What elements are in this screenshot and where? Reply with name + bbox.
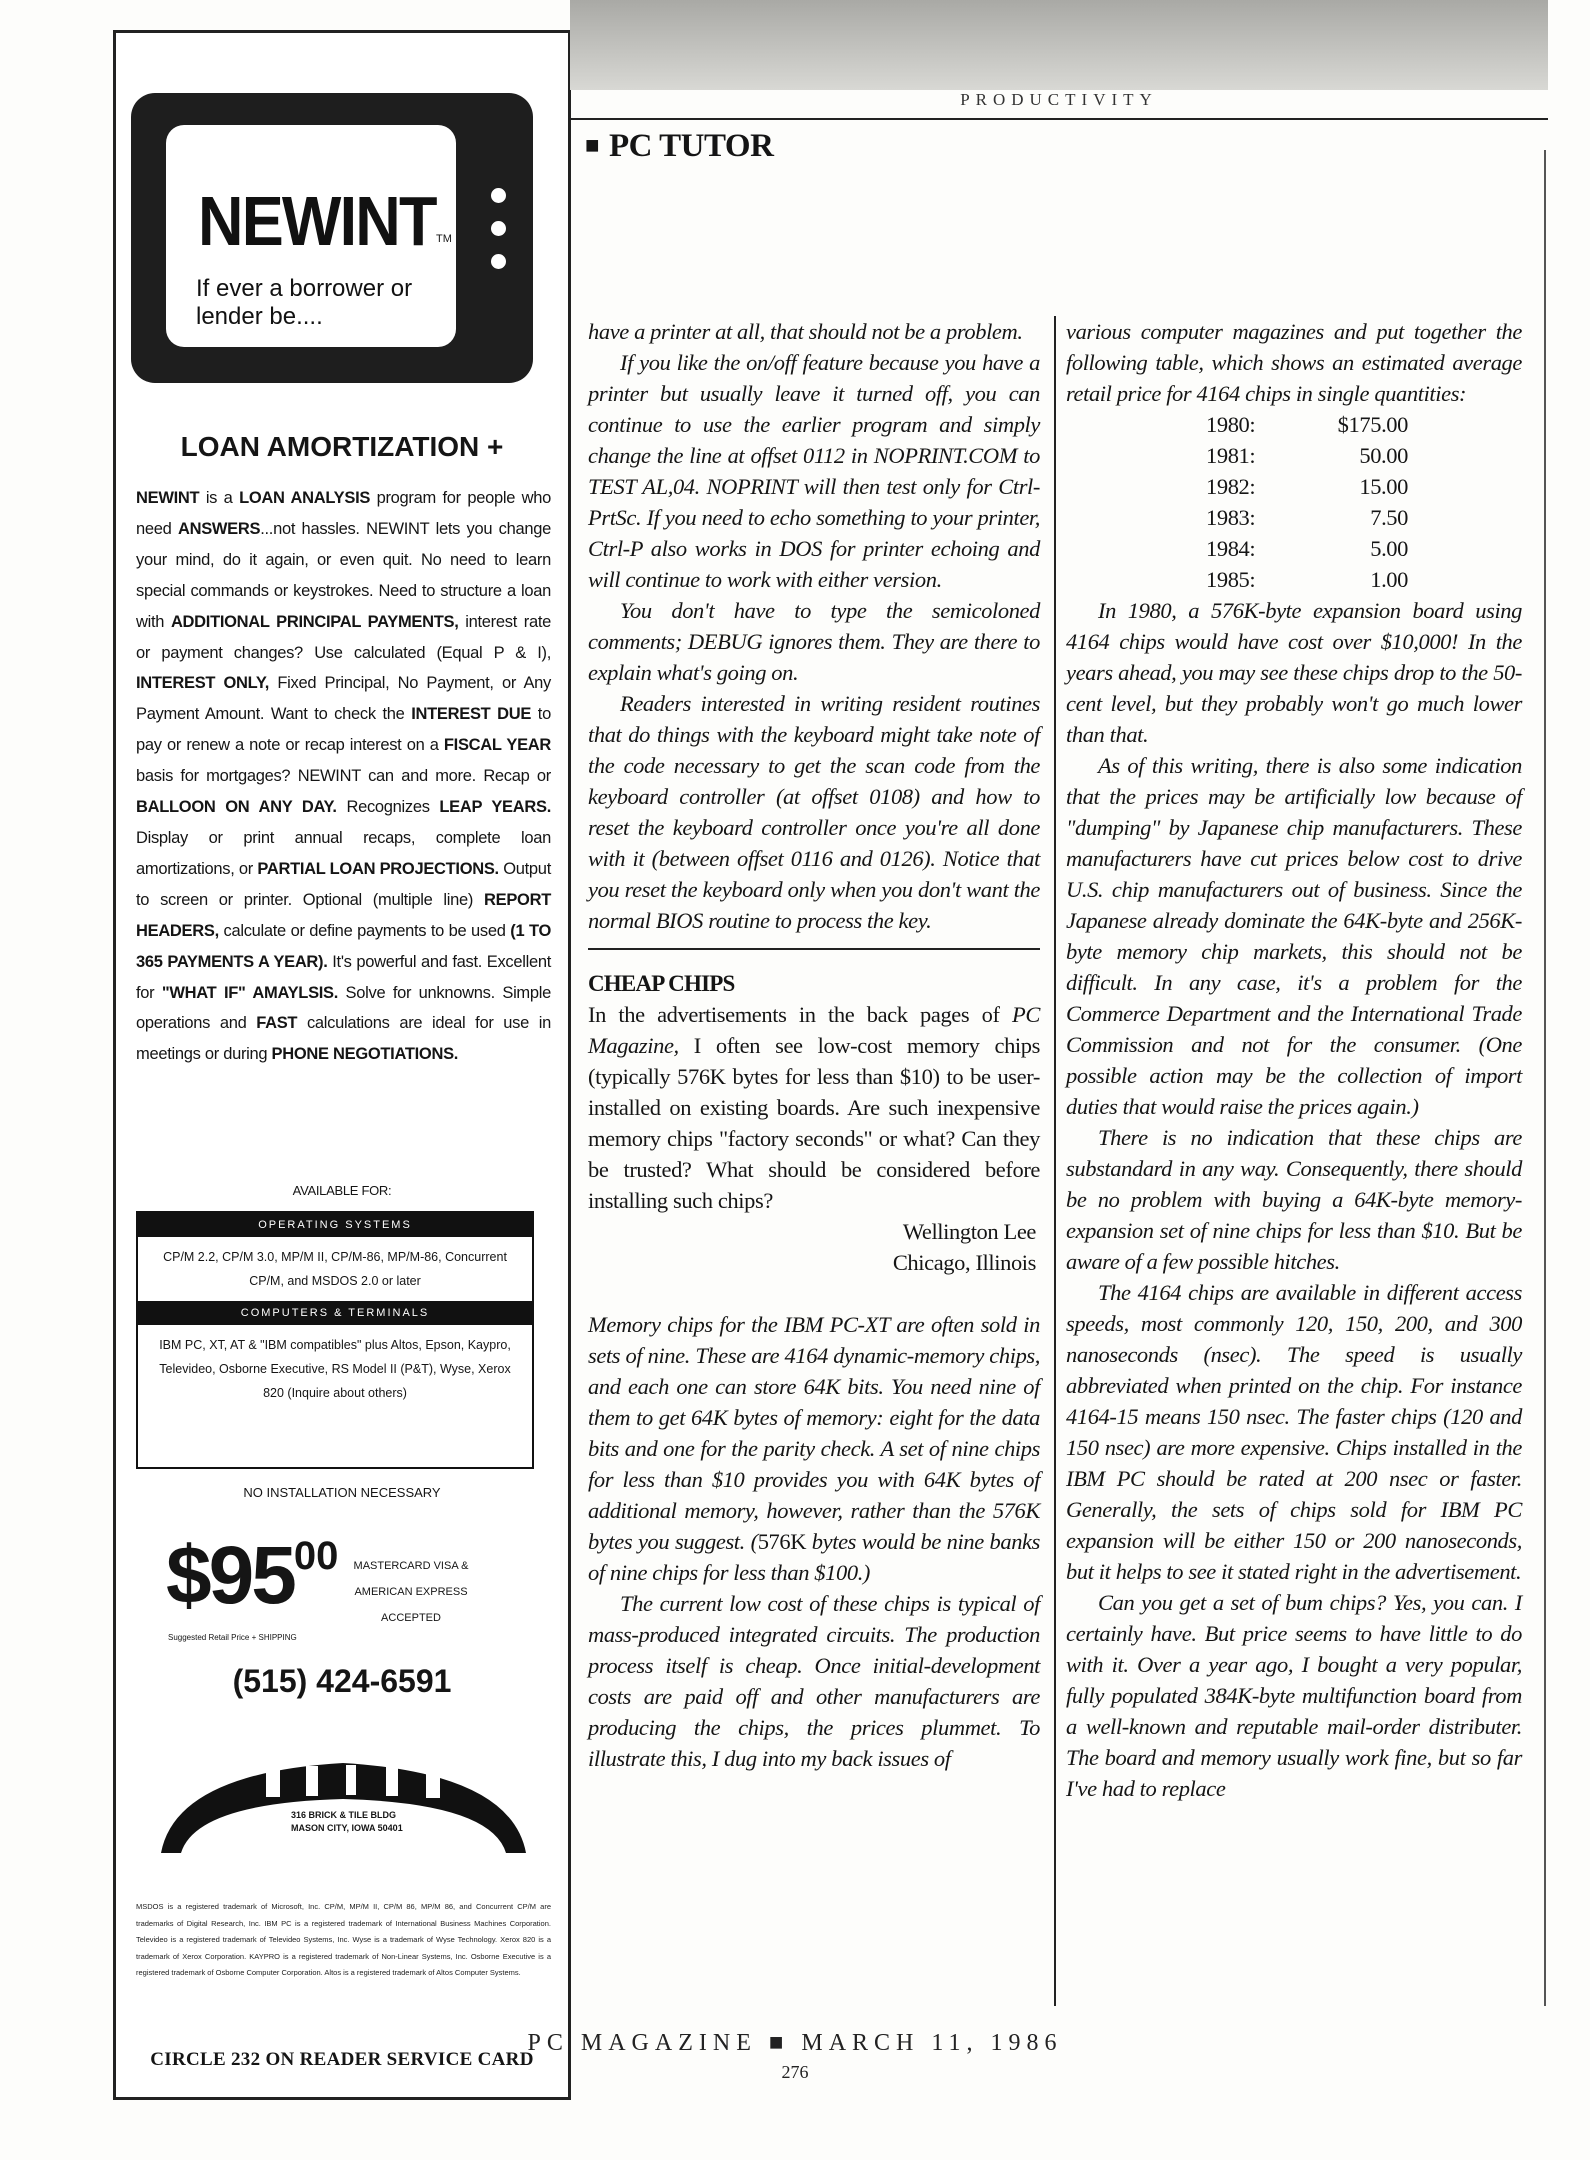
answer-text: Memory chips for the IBM PC-XT are often sold in sets of nine. These are 4164 dynamic-memory chips, and each one can store 64K bits. You need nine of them to get 64K bytes of memory: eight for the data bits and one for the parity check. A set of nine chips for less than $10 provides you with 64K bytes of additional memory, however, rather than the 576K bytes you suggest. ( (588, 1312, 1040, 1554)
right-border-rule (1544, 150, 1546, 2006)
price-row (1206, 564, 1408, 595)
paragraph: If you like the on/off feature because you have a printer but usually leave it turned off, you can continue to use the earlier program and simply change the line at offset 0112 in NOPRINT.COM to TEST AL,04. NOPRINT will then test only for Ctrl-PrtSc. If you need to echo something to your printer, Ctrl-P also works in DOS for printer echoing and will continue to work with either version. (588, 350, 1040, 592)
letter-signature-place: Chicago, Illinois (892, 1250, 1036, 1275)
ad-body-text: It's powerful and fast. Excellent for (136, 952, 551, 1002)
trademark-fine-print: MSDOS is a registered trademark of Microsoft, Inc. CP/M, MP/M II, CP/M 86, MP/M 86, and Concurrent CP/M are trademarks of Digital Research, Inc. IBM PC is a registered trademark of International Business Machines Corporation. Televideo is a registered trademark of Televideo Systems, Inc. Wyse is a trademark of Wyse Technology. Xerox 820 is a trademark of Xerox Corporation. KAYPRO is a registered trademark of Non-Linear Systems, Inc. Osborne Executive is a registered trademark of Osborne Computer Corporation. Altos is a registered trademark of Altos Computer Systems. (136, 1902, 551, 1977)
ad-body-copy (136, 483, 551, 1070)
article-column-right (1066, 316, 1522, 1804)
price-row (1206, 409, 1408, 440)
reader-service-note: CIRCLE 232 ON READER SERVICE CARD (150, 2049, 534, 2070)
ad-body-text: Fixed Principal, No Payment, or Any Payment Amount. Want to check the (136, 674, 551, 724)
paragraph: The 4164 chips are available in different access speeds, most commonly 120, 150, 200, and 300 nanoseconds (nsec). The speed is usually abbreviated when printed on the chip. For instance 4164-15 means 150 nsec. The faster chips (120 and 150 nsec) are more expensive. Chips installed in the IBM PC should be rated at 200 nsec or faster. Generally, the sets of chips sold for IBM PC expansion will be either 150 or 200 nanoseconds, but it helps to see it stated right in the advertisement. (1066, 1280, 1522, 1584)
ad-body-text: to pay or renew a note or recap interest on a (136, 705, 551, 755)
ad-body-emphasis: ADDITIONAL PRINCIPAL PAYMENTS, (170, 612, 459, 631)
bridge-logo-icon (156, 1733, 531, 1863)
letter-text: In the advertisements in the back pages of (588, 1002, 1013, 1027)
department-name: PC TUTOR (609, 128, 774, 164)
letter-text: I often see low-cost memory chips (typically 576K bytes for less than $10) to be user-installed on existing boards. Are such inexpensive memory chips "factory seconds" or what? Can they be trusted? What should be considered before installing such chips? (588, 1033, 1040, 1213)
address-line: 316 BRICK & TILE BLDG (291, 1810, 397, 1820)
price-cents: 00 (293, 1534, 339, 1578)
price-value: 1.00 (1370, 567, 1408, 592)
compatibility-box (136, 1211, 534, 1469)
accepted-cards: MASTERCARD VISA & AMERICAN EXPRESS ACCEPTED (353, 1560, 469, 1624)
ad-body-emphasis: PHONE NEGOTIATIONS. (271, 1045, 459, 1064)
answer-text: 576K (757, 1529, 807, 1554)
ad-body-emphasis: PARTIAL LOAN PROJECTIONS. (257, 859, 499, 878)
price-value: 5.00 (1370, 536, 1408, 561)
ad-brand-logo: NEWINT (198, 182, 436, 260)
computers-header: COMPUTERS & TERMINALS (138, 1301, 532, 1325)
os-list: CP/M 2.2, CP/M 3.0, MP/M II, CP/M-86, MP/M-86, Concurrent CP/M, and MSDOS 2.0 or later (163, 1250, 507, 1288)
price-year: 1980: (1206, 412, 1256, 437)
price-value: $175.00 (1337, 412, 1408, 437)
paragraph: You don't have to type the semicoloned comments; DEBUG ignores them. They are there to explain what's going on. (588, 598, 1040, 685)
ad-body-emphasis: INTEREST DUE (411, 705, 532, 724)
answer-paragraph (588, 1309, 1040, 1588)
magazine-name: PC Magazine, (588, 1002, 1040, 1058)
ad-headline: LOAN AMORTIZATION + (180, 431, 504, 462)
price-row (1206, 440, 1408, 471)
chip-price-table (1206, 409, 1408, 595)
bullet-icon: ■ (585, 133, 599, 159)
price-value: 15.00 (1359, 474, 1408, 499)
answer-text: bytes would be nine banks of nine chips for less than $100.) (588, 1529, 1040, 1585)
available-for-label: AVAILABLE FOR: (292, 1183, 392, 1198)
subhead-cheap-chips: CHEAP CHIPS (588, 971, 735, 996)
reader-letter (588, 999, 1040, 1216)
header-rule (570, 118, 1548, 120)
ad-body-text: ...not hassles. NEWINT lets you change your mind, do it again, or even quit. No need to learn special commands or keystrokes. Need to structure a loan with (136, 519, 551, 631)
ad-body-emphasis: LOAN ANALYSIS (239, 489, 371, 507)
price-value: 50.00 (1359, 443, 1408, 468)
price-year: 1981: (1206, 443, 1256, 468)
ad-body-emphasis: NEWINT (136, 489, 200, 507)
ad-body-emphasis: REPORT HEADERS, (136, 890, 551, 940)
monitor-knob-icon (491, 254, 506, 269)
ad-body-text: calculations are ideal for use in meetings or during (136, 1014, 551, 1064)
ad-phone-number: (515) 424-6591 (232, 1663, 452, 1699)
paragraph: The current low cost of these chips is typical of mass-produced integrated circuits. The production process itself is cheap. Once initial-development costs are paid off and other manufacturers are producing the chips, the prices plummet. To illustrate this, I dug into my back issues of (588, 1591, 1040, 1771)
column-divider (1054, 316, 1056, 2006)
os-header: OPERATING SYSTEMS (138, 1213, 532, 1237)
price-year: 1984: (1206, 536, 1256, 561)
paragraph: Readers interested in writing resident routines that do things with the keyboard might take note of the code necessary to get the scan code from the keyboard controller (at offset 0108) and how to reset the keyboard controller once you're all done with it (between offset 0116 and 0126). Notice that you reset the keyboard only when you don't want the normal BIOS routine to process the key. (588, 691, 1040, 933)
page-number: 276 (781, 2062, 809, 2082)
price-row (1206, 533, 1408, 564)
monitor-knob-icon (491, 221, 506, 236)
paragraph: There is no indication that these chips are substandard in any way. Consequently, there should be no problem with buying a 64K-byte memory-expansion set of nine chips for less than $10. But be aware of a few possible hitches. (1066, 1125, 1522, 1274)
price-year: 1982: (1206, 474, 1256, 499)
ad-body-emphasis: ANSWERS (177, 519, 261, 538)
ad-body-emphasis: INTEREST ONLY, (136, 674, 270, 693)
computers-list: IBM PC, XT, AT & "IBM compatibles" plus Altos, Epson, Kaypro, Televideo, Osborne Executive, RS Model II (P&T), Wyse, Xerox 820 (Inquire about others) (159, 1338, 511, 1400)
trademark-mark: TM (436, 233, 452, 245)
section-label: PRODUCTIVITY (960, 90, 1158, 109)
ad-body-emphasis: LEAP YEARS. (439, 798, 551, 817)
ad-body-emphasis: (1 TO 365 PAYMENTS A YEAR). (136, 921, 551, 971)
paragraph: Can you get a set of bum chips? Yes, you can. I certainly have. But price seems to have little to do with it. Over a year ago, I bought a very popular, fully populated 384K-byte multifunction board from a well-known and reputable mail-order distributer. The board and memory usually work fine, but so far I've had to replace (1066, 1590, 1522, 1801)
letter-signature-name: Wellington Lee (902, 1219, 1036, 1244)
ad-body-text: program for people who need (136, 489, 552, 538)
ad-body-text: is a (199, 489, 240, 507)
price-value: 7.50 (1370, 505, 1408, 530)
newint-advertisement (113, 30, 571, 2100)
ad-tagline: If ever a borrower or lender be.... (196, 275, 413, 330)
header-band (570, 0, 1548, 90)
paragraph: As of this writing, there is also some indication that the prices may be artificially low because of "dumping" by Japanese chip manufacturers. These manufacturers have cut prices below cost to drive U.S. chip manufacturers out of business. Since the Japanese already dominate the 64K-byte and 256K-byte memory chip markets, this should not be difficult. In any case, it's a problem for the Commerce Department and the International Trade Commission and not for the consumer. (One possible action may be the collection of import duties that would raise the prices again.) (1066, 753, 1522, 1119)
price-dollars: $95 (166, 1530, 294, 1621)
ad-address (291, 1809, 403, 1835)
price-year: 1985: (1206, 567, 1256, 592)
monitor-knob-icon (491, 188, 506, 203)
article-column-left (588, 316, 1040, 1774)
ad-body-text: Recognizes (336, 798, 440, 817)
ad-body-text: interest rate or payment changes? Use calculated (Equal P & I), (136, 612, 551, 662)
ad-body-text: Solve for unknowns. Simple operations and (136, 983, 551, 1033)
monitor-screen (166, 125, 456, 347)
ad-body-emphasis: BALLOON ON ANY DAY. (136, 798, 337, 817)
price-row (1206, 471, 1408, 502)
price-row (1206, 502, 1408, 533)
ad-body-text: calculate or define payments to be used (218, 921, 511, 940)
ad-price (166, 1529, 338, 1623)
paragraph: have a printer at all, that should not be a problem. (588, 319, 1023, 344)
ad-body-emphasis: "WHAT IF" AMAYLSIS. (161, 983, 339, 1002)
price-note: Suggested Retail Price + SHIPPING (168, 1633, 297, 1642)
ad-body-emphasis: FISCAL YEAR (443, 736, 552, 755)
paragraph: In 1980, a 576K-byte expansion board using 4164 chips would have cost over $10,000! In the years ahead, you may see these chips drop to the 50-cent level, but they probably won't go much lower than that. (1066, 598, 1522, 747)
ad-body-text: Output to screen or printer. Optional (multiple line) (136, 859, 551, 909)
price-year: 1983: (1206, 505, 1256, 530)
magazine-footer: PC MAGAZINE ■ MARCH 11, 1986 (527, 2030, 1063, 2056)
ad-body-text: Display or print annual recaps, complete loan amortizations, or (136, 828, 551, 878)
ad-body-text: basis for mortgages? NEWINT can and more. Recap or (136, 767, 551, 786)
paragraph: various computer magazines and put together the following table, which shows an estimated average retail price for 4164 chips in single quantities: (1066, 319, 1522, 406)
monitor-graphic (131, 93, 533, 383)
address-line: MASON CITY, IOWA 50401 (291, 1823, 403, 1833)
ad-body-emphasis: FAST (256, 1014, 298, 1033)
no-installation-note: NO INSTALLATION NECESSARY (243, 1485, 441, 1500)
subhead-rule (588, 948, 1040, 950)
department-title (585, 128, 773, 165)
